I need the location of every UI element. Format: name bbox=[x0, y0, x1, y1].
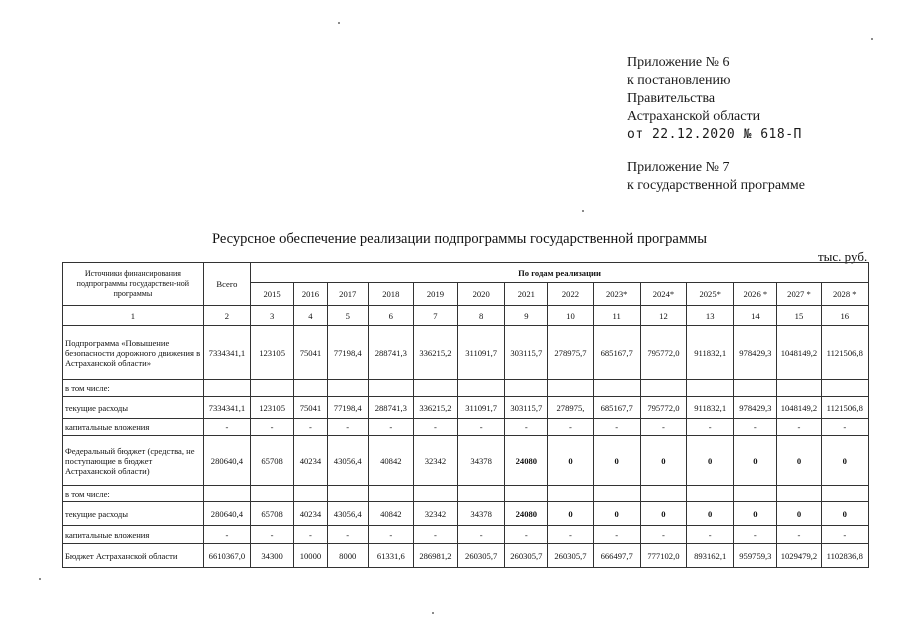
table-cell: 666497,7 bbox=[593, 544, 640, 568]
table-cell bbox=[505, 380, 548, 397]
table-cell bbox=[734, 380, 777, 397]
units-label: тыс. руб. bbox=[818, 249, 868, 264]
table-cell: 0 bbox=[640, 502, 686, 526]
row-label: Федеральный бюджет (средства, не поступающие в бюджет Астраханской области) bbox=[63, 436, 204, 486]
table-cell: - bbox=[777, 526, 821, 544]
table-cell bbox=[368, 380, 413, 397]
table-cell: - bbox=[640, 526, 686, 544]
col-header-year: 2020 bbox=[458, 283, 505, 306]
table-cell: 0 bbox=[593, 436, 640, 486]
row-label: капитальные вложения bbox=[63, 526, 204, 544]
table-cell: - bbox=[548, 526, 593, 544]
col-header-years-group: По годам реализации bbox=[251, 263, 869, 283]
col-number: 1 bbox=[63, 306, 204, 326]
col-header-year: 2018 bbox=[368, 283, 413, 306]
table-cell: 6610367,0 bbox=[203, 544, 250, 568]
table-header-row-1 bbox=[63, 263, 869, 283]
table-cell: 123105 bbox=[251, 397, 294, 419]
col-header-year: 2025* bbox=[687, 283, 734, 306]
col-number: 7 bbox=[413, 306, 457, 326]
table-cell bbox=[368, 486, 413, 502]
table-cell: 34378 bbox=[458, 502, 505, 526]
table-row bbox=[63, 326, 869, 380]
table-cell: 24080 bbox=[505, 502, 548, 526]
header2-line-2: к государственной программе bbox=[627, 178, 805, 193]
table-cell bbox=[821, 380, 868, 397]
col-number: 4 bbox=[294, 306, 328, 326]
table-cell: - bbox=[777, 419, 821, 436]
table-cell: 32342 bbox=[413, 436, 457, 486]
header-line-4: Астраханской области bbox=[627, 109, 761, 124]
table-cell bbox=[640, 380, 686, 397]
table-cell: - bbox=[251, 526, 294, 544]
col-header-year: 2017 bbox=[327, 283, 368, 306]
table-cell bbox=[413, 380, 457, 397]
table-row bbox=[63, 380, 869, 397]
col-number: 6 bbox=[368, 306, 413, 326]
col-header-year: 2023* bbox=[593, 283, 640, 306]
table-cell: 0 bbox=[777, 436, 821, 486]
table-cell: 0 bbox=[821, 502, 868, 526]
table-cell bbox=[413, 486, 457, 502]
table-cell: 10000 bbox=[294, 544, 328, 568]
table-cell: 288741,3 bbox=[368, 397, 413, 419]
table-cell: 0 bbox=[548, 502, 593, 526]
table-cell bbox=[203, 380, 250, 397]
table-cell: 0 bbox=[687, 436, 734, 486]
table-cell: 0 bbox=[548, 436, 593, 486]
col-number: 2 bbox=[203, 306, 250, 326]
table-cell: - bbox=[413, 419, 457, 436]
table-cell: 0 bbox=[734, 502, 777, 526]
header-line-2: к постановлению bbox=[627, 73, 731, 88]
table-cell bbox=[687, 380, 734, 397]
table-row bbox=[63, 544, 869, 568]
table-cell: 34300 bbox=[251, 544, 294, 568]
scan-speck bbox=[871, 38, 873, 40]
table-cell: 0 bbox=[821, 436, 868, 486]
table-cell: 336215,2 bbox=[413, 397, 457, 419]
table-cell: - bbox=[548, 419, 593, 436]
col-header-year: 2026 * bbox=[734, 283, 777, 306]
table-cell: 336215,2 bbox=[413, 326, 457, 380]
table-cell: - bbox=[593, 419, 640, 436]
table-cell bbox=[251, 486, 294, 502]
table-cell bbox=[640, 486, 686, 502]
scan-speck bbox=[39, 578, 41, 580]
col-header-year: 2016 bbox=[294, 283, 328, 306]
financing-table bbox=[62, 262, 869, 568]
col-header-year: 2028 * bbox=[821, 283, 868, 306]
scan-speck bbox=[338, 22, 340, 24]
col-header-year: 2021 bbox=[505, 283, 548, 306]
table-cell: 278975, bbox=[548, 397, 593, 419]
col-header-year: 2024* bbox=[640, 283, 686, 306]
col-header-year: 2019 bbox=[413, 283, 457, 306]
table-header-row-numbers bbox=[63, 306, 869, 326]
row-label: Бюджет Астраханской области bbox=[63, 544, 204, 568]
table-cell bbox=[251, 380, 294, 397]
table-cell: 288741,3 bbox=[368, 326, 413, 380]
table-cell: 7334341,1 bbox=[203, 326, 250, 380]
header-line-3: Правительства bbox=[627, 91, 716, 106]
table-cell: 303115,7 bbox=[505, 397, 548, 419]
table-cell: 75041 bbox=[294, 326, 328, 380]
table-cell bbox=[327, 380, 368, 397]
col-number: 10 bbox=[548, 306, 593, 326]
table-cell: 286981,2 bbox=[413, 544, 457, 568]
col-header-year: 2015 bbox=[251, 283, 294, 306]
table-cell: 978429,3 bbox=[734, 397, 777, 419]
col-number: 5 bbox=[327, 306, 368, 326]
row-label: текущие расходы bbox=[63, 397, 204, 419]
table-cell bbox=[505, 486, 548, 502]
table-cell: 260305,7 bbox=[505, 544, 548, 568]
table-cell: - bbox=[505, 526, 548, 544]
table-cell: - bbox=[821, 526, 868, 544]
table-cell: 43056,4 bbox=[327, 502, 368, 526]
table-cell: - bbox=[734, 526, 777, 544]
table-cell: 40234 bbox=[294, 502, 328, 526]
col-number: 3 bbox=[251, 306, 294, 326]
col-number: 14 bbox=[734, 306, 777, 326]
table-cell: 795772,0 bbox=[640, 326, 686, 380]
table-cell: 303115,7 bbox=[505, 326, 548, 380]
table-row bbox=[63, 436, 869, 486]
table-cell: 311091,7 bbox=[458, 326, 505, 380]
table-cell: 0 bbox=[687, 502, 734, 526]
header-line-1: Приложение № 6 bbox=[627, 55, 730, 70]
row-label: в том числе: bbox=[63, 486, 204, 502]
col-header-year: 2022 bbox=[548, 283, 593, 306]
table-cell: 893162,1 bbox=[687, 544, 734, 568]
scan-speck bbox=[432, 612, 434, 614]
table-cell: 1121506,8 bbox=[821, 397, 868, 419]
table-cell: 75041 bbox=[294, 397, 328, 419]
table-cell: 7334341,1 bbox=[203, 397, 250, 419]
row-label: капитальные вложения bbox=[63, 419, 204, 436]
table-cell: 311091,7 bbox=[458, 397, 505, 419]
table-cell: 795772,0 bbox=[640, 397, 686, 419]
table-cell bbox=[458, 486, 505, 502]
table-cell bbox=[593, 486, 640, 502]
table-cell bbox=[548, 486, 593, 502]
col-number: 9 bbox=[505, 306, 548, 326]
table-cell: - bbox=[368, 419, 413, 436]
table-cell bbox=[548, 380, 593, 397]
appendix-header bbox=[627, 54, 805, 195]
table-cell: 0 bbox=[640, 436, 686, 486]
table-cell: 32342 bbox=[413, 502, 457, 526]
table-cell: 685167,7 bbox=[593, 397, 640, 419]
col-header-source: Источники финансирования подпрограммы государствен-ной программы bbox=[63, 263, 204, 306]
table-cell bbox=[777, 486, 821, 502]
table-cell: 911832,1 bbox=[687, 326, 734, 380]
table-cell: - bbox=[327, 526, 368, 544]
table-cell: 77198,4 bbox=[327, 397, 368, 419]
table-cell: 65708 bbox=[251, 502, 294, 526]
table-cell bbox=[687, 486, 734, 502]
table-cell: - bbox=[458, 526, 505, 544]
table-cell: - bbox=[327, 419, 368, 436]
table-cell bbox=[777, 380, 821, 397]
table-cell: - bbox=[294, 526, 328, 544]
table-cell bbox=[458, 380, 505, 397]
table-row bbox=[63, 526, 869, 544]
col-number: 8 bbox=[458, 306, 505, 326]
row-label: в том числе: bbox=[63, 380, 204, 397]
table-cell: - bbox=[505, 419, 548, 436]
table-cell: 278975,7 bbox=[548, 326, 593, 380]
table-cell: - bbox=[640, 419, 686, 436]
table-cell: - bbox=[203, 526, 250, 544]
table-cell: 1029479,2 bbox=[777, 544, 821, 568]
table-cell: 65708 bbox=[251, 436, 294, 486]
table-cell: 1121506,8 bbox=[821, 326, 868, 380]
table-cell bbox=[294, 486, 328, 502]
table-cell: 40842 bbox=[368, 502, 413, 526]
table-cell: - bbox=[251, 419, 294, 436]
col-header-year: 2027 * bbox=[777, 283, 821, 306]
table-cell: 8000 bbox=[327, 544, 368, 568]
table-cell: - bbox=[458, 419, 505, 436]
col-number: 16 bbox=[821, 306, 868, 326]
table-cell: - bbox=[734, 419, 777, 436]
table-cell: 0 bbox=[734, 436, 777, 486]
table-cell: - bbox=[294, 419, 328, 436]
table-cell: 260305,7 bbox=[458, 544, 505, 568]
table-cell: - bbox=[413, 526, 457, 544]
table-cell: - bbox=[687, 419, 734, 436]
table-cell: 40842 bbox=[368, 436, 413, 486]
table-cell bbox=[327, 486, 368, 502]
col-number: 13 bbox=[687, 306, 734, 326]
col-number: 15 bbox=[777, 306, 821, 326]
col-number: 11 bbox=[593, 306, 640, 326]
table-cell: 40234 bbox=[294, 436, 328, 486]
table-cell bbox=[593, 380, 640, 397]
table-cell: 34378 bbox=[458, 436, 505, 486]
table-cell: - bbox=[687, 526, 734, 544]
table-cell: 1048149,2 bbox=[777, 326, 821, 380]
row-label: Подпрограмма «Повышение безопасности дорожного движения в Астраханской области» bbox=[63, 326, 204, 380]
table-cell: 777102,0 bbox=[640, 544, 686, 568]
table-cell bbox=[821, 486, 868, 502]
table-cell bbox=[734, 486, 777, 502]
document-title: Ресурсное обеспечение реализации подпрограммы государственной программы bbox=[212, 231, 707, 247]
table-cell: - bbox=[368, 526, 413, 544]
col-header-total: Всего bbox=[203, 263, 250, 306]
table-cell: 280640,4 bbox=[203, 436, 250, 486]
table-cell: 260305,7 bbox=[548, 544, 593, 568]
table-row bbox=[63, 486, 869, 502]
table-cell: - bbox=[203, 419, 250, 436]
table-row bbox=[63, 502, 869, 526]
table-cell: 959759,3 bbox=[734, 544, 777, 568]
header-line-date: от 22.12.2020 № 618-П bbox=[627, 127, 802, 142]
table-cell: 685167,7 bbox=[593, 326, 640, 380]
header2-line-1: Приложение № 7 bbox=[627, 160, 730, 175]
table-row bbox=[63, 397, 869, 419]
table-cell bbox=[294, 380, 328, 397]
table-cell: 1102836,8 bbox=[821, 544, 868, 568]
table-cell: 280640,4 bbox=[203, 502, 250, 526]
table-cell bbox=[203, 486, 250, 502]
table-cell: - bbox=[593, 526, 640, 544]
table-cell: 0 bbox=[777, 502, 821, 526]
scan-speck bbox=[582, 210, 584, 212]
table-cell: 77198,4 bbox=[327, 326, 368, 380]
table-cell: 61331,6 bbox=[368, 544, 413, 568]
table-row bbox=[63, 419, 869, 436]
col-number: 12 bbox=[640, 306, 686, 326]
table-cell: 123105 bbox=[251, 326, 294, 380]
table-cell: - bbox=[821, 419, 868, 436]
table-cell: 43056,4 bbox=[327, 436, 368, 486]
table-cell: 978429,3 bbox=[734, 326, 777, 380]
table-cell: 1048149,2 bbox=[777, 397, 821, 419]
table-cell: 0 bbox=[593, 502, 640, 526]
row-label: текущие расходы bbox=[63, 502, 204, 526]
table-cell: 911832,1 bbox=[687, 397, 734, 419]
table-cell: 24080 bbox=[505, 436, 548, 486]
